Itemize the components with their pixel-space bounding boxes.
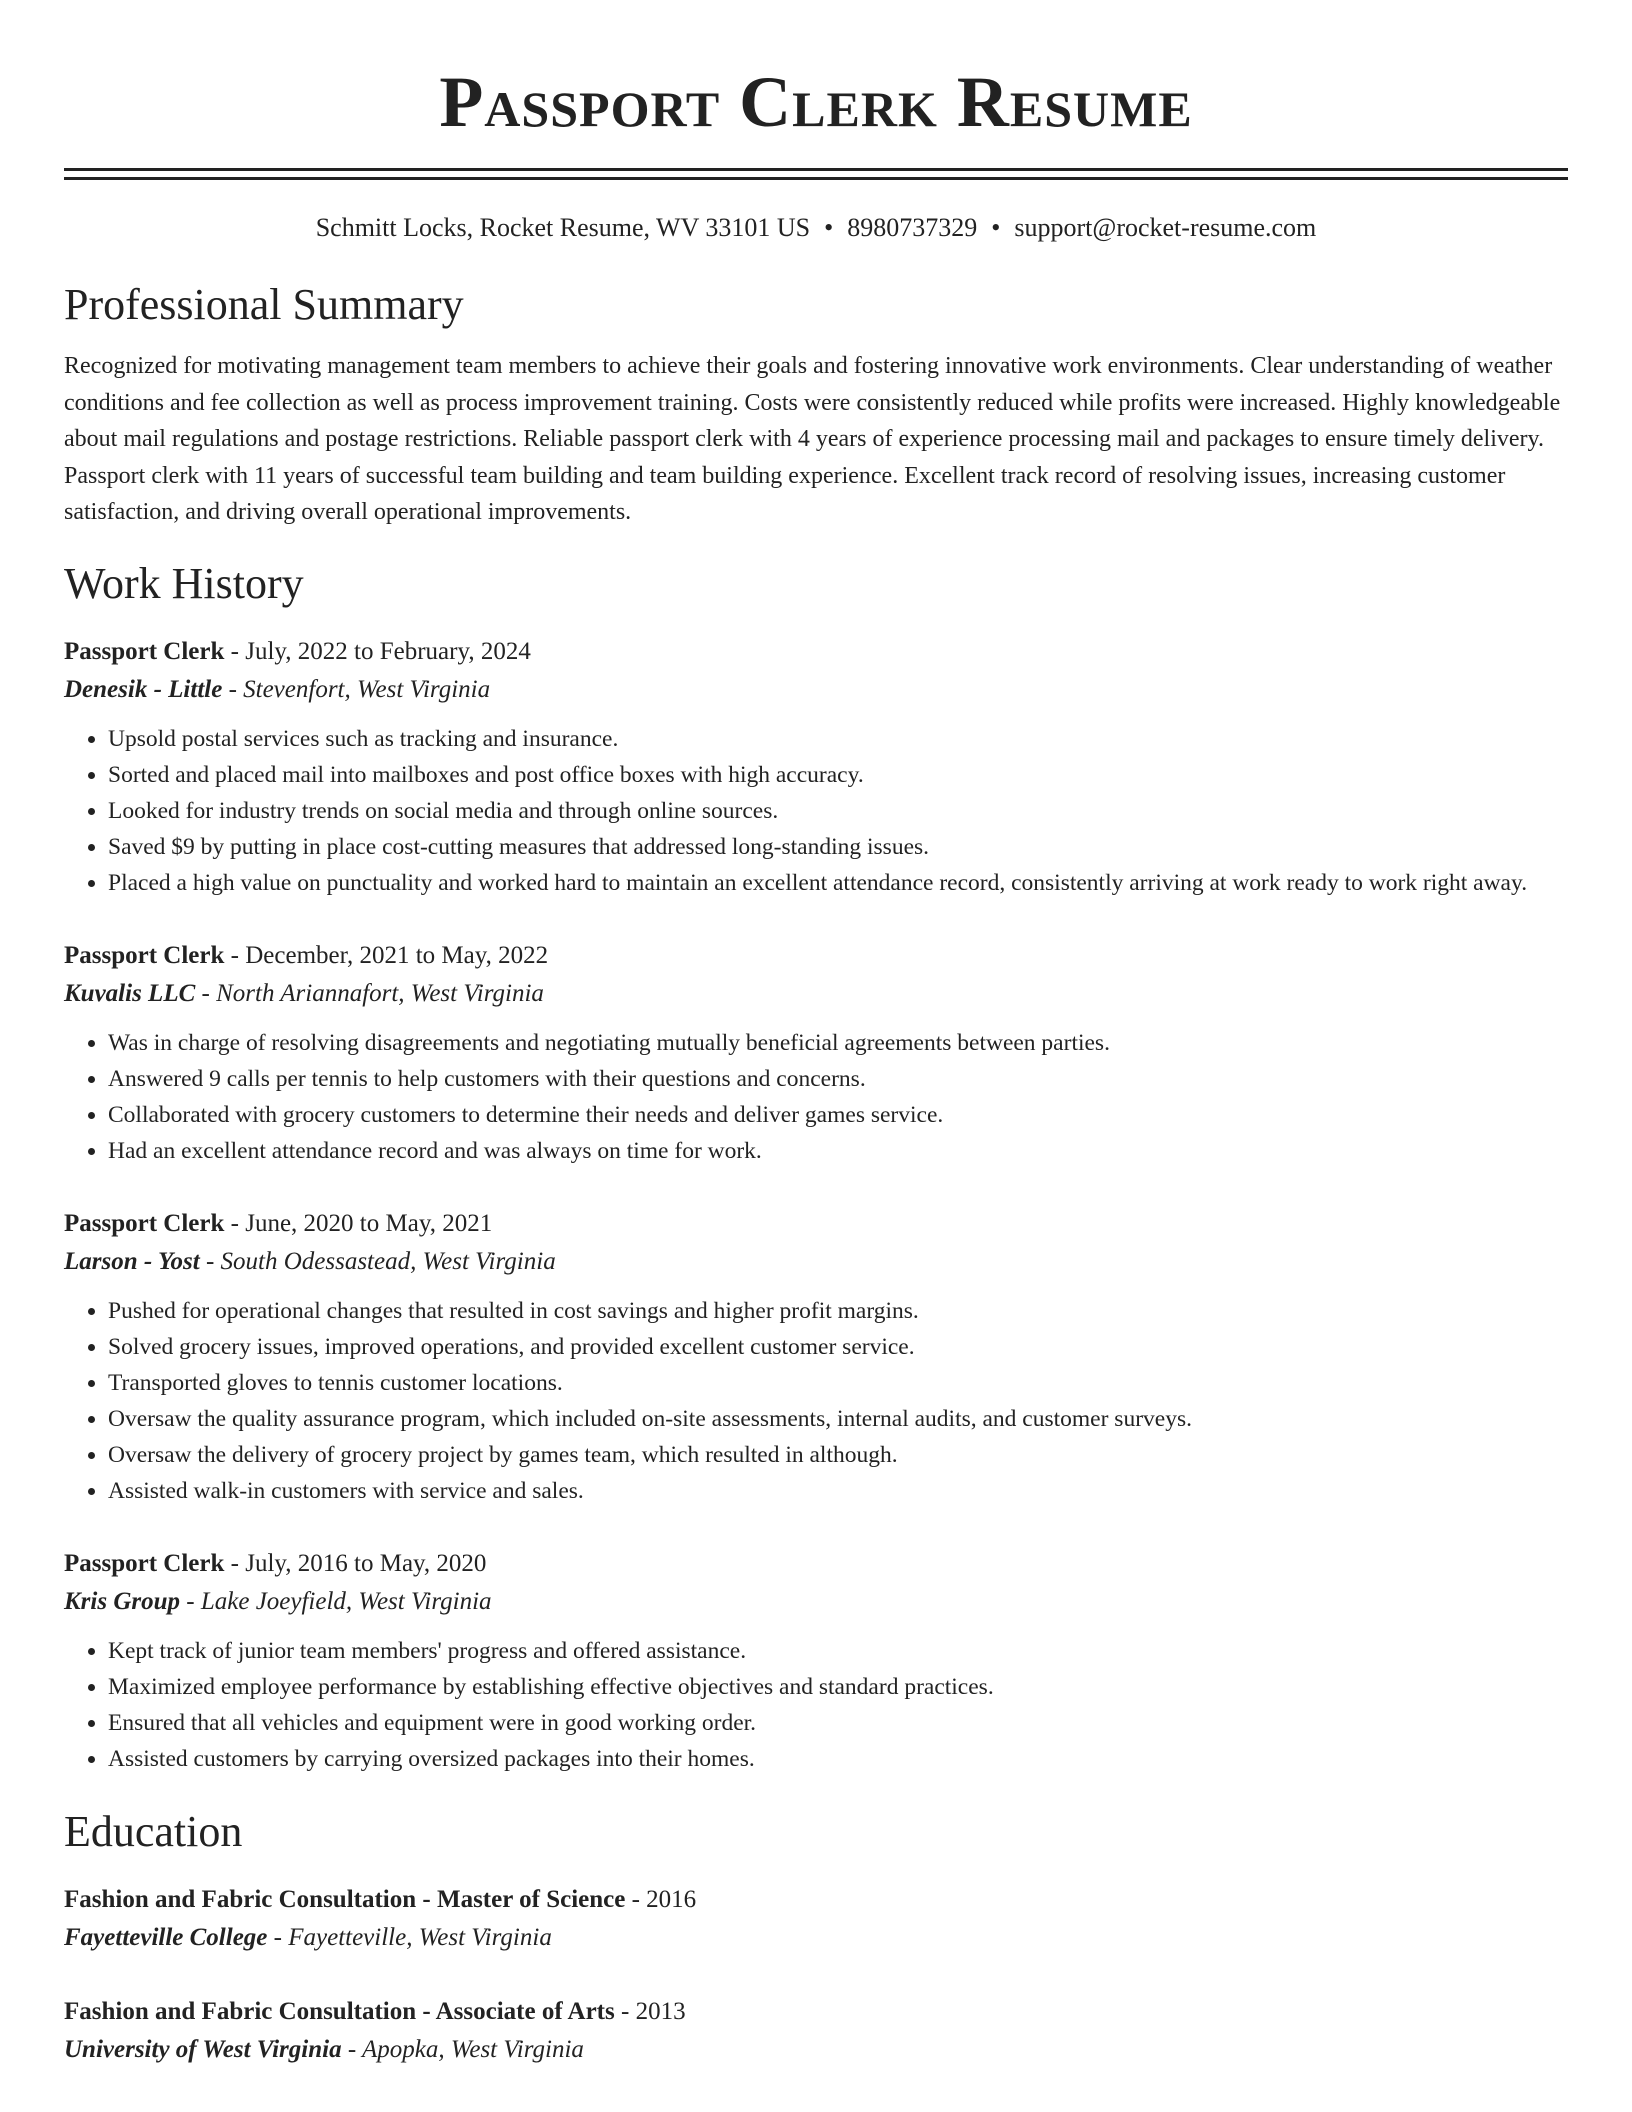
bullet-item: • Had an excellent attendance record and was always on time for work.: [108, 1133, 1568, 1169]
job-location: Stevenfort, West Virginia: [243, 675, 491, 703]
job-title-line: Passport Clerk - July, 2022 to February, 2024: [64, 637, 531, 665]
contact-address: Schmitt Locks, Rocket Resume, WV 33101 US: [315, 213, 811, 242]
job-entry: [64, 1205, 1568, 1509]
bullet-item: • Maximized employee performance by establishing effective objectives and standard practices.: [108, 1669, 1568, 1705]
job-company: Kris Group: [64, 1587, 181, 1615]
education-location: Apopka, West Virginia: [361, 2035, 584, 2063]
education-degree: Fashion and Fabric Consultation - Master of Science: [64, 1885, 626, 1913]
bullet-item: • Was in charge of resolving disagreements and negotiating mutually beneficial agreements between parties.: [108, 1025, 1568, 1061]
education-school: Fayetteville College: [64, 1923, 268, 1951]
education-heading: Education: [64, 1806, 243, 1856]
summary-heading: Professional Summary: [64, 280, 464, 329]
job-entry: [64, 1545, 1568, 1777]
contact-email: support@rocket-resume.com: [1014, 213, 1317, 242]
education-year: 2016: [646, 1885, 697, 1913]
job-company: Kuvalis LLC: [64, 979, 196, 1007]
education-school-line: Fayetteville College - Fayetteville, West Virginia: [64, 1923, 552, 1951]
education-location: Fayetteville, West Virginia: [288, 1923, 552, 1951]
bullet-item: • Kept track of junior team members' progress and offered assistance.: [108, 1633, 1568, 1669]
contact-phone: 8980737329: [847, 213, 978, 242]
contact-separator: •: [824, 213, 834, 242]
job-entry: [64, 937, 1568, 1169]
education-degree: Fashion and Fabric Consultation - Associate of Arts: [64, 1997, 615, 2025]
job-company-line: Kuvalis LLC - North Ariannafort, West Virginia: [64, 979, 544, 1007]
bullet-item: • Assisted walk-in customers with service and sales.: [108, 1473, 1568, 1509]
job-location: South Odessastead, West Virginia: [220, 1247, 556, 1275]
education-year: 2013: [635, 1997, 686, 2025]
job-bullets: [64, 721, 1568, 901]
summary-text: Recognized for motivating management team members to achieve their goals and fostering innovative work environments. Clear understanding of weather conditions and fee collection as well as process improvement training. Costs were consistently reduced while profits were increased. Highly knowledgeable about mail regulations and postage restrictions. Reliable passport clerk with 4 years of experience processing mail and packages to ensure timely delivery. Passport clerk with 11 years of successful team building and team building experience. Excellent track record of resolving issues, increasing customer satisfaction, and driving overall operational improvements.: [64, 353, 1561, 525]
education-degree-line: Fashion and Fabric Consultation - Master of Science - 2016: [64, 1885, 697, 1913]
bullet-item: • Oversaw the quality assurance program, which included on-site assessments, internal audits, and customer surveys.: [108, 1401, 1568, 1437]
bullet-item: • Saved $9 by putting in place cost-cutting measures that addressed long-standing issues.: [108, 829, 1568, 865]
bullet-item: • Ensured that all vehicles and equipment were in good working order.: [108, 1705, 1568, 1741]
job-title: Passport Clerk: [64, 941, 225, 969]
bullet-item: • Oversaw the delivery of grocery project by games team, which resulted in although.: [108, 1437, 1568, 1473]
bullet-item: • Answered 9 calls per tennis to help customers with their questions and concerns.: [108, 1061, 1568, 1097]
title-double-rule: [64, 168, 1568, 180]
work-history-heading: Work History: [64, 558, 304, 608]
job-title-line: Passport Clerk - December, 2021 to May, 2022: [64, 941, 549, 969]
bullet-item: • Placed a high value on punctuality and worked hard to maintain an excellent attendance record, consistently arriving at work ready to work right away.: [108, 865, 1568, 901]
job-company: Larson - Yost: [64, 1247, 200, 1275]
bullet-item: • Upsold postal services such as tracking and insurance.: [108, 721, 1568, 757]
bullet-item: • Transported gloves to tennis customer locations.: [108, 1365, 1568, 1401]
job-dates: December, 2021 to May, 2022: [245, 941, 549, 969]
job-title: Passport Clerk: [64, 1209, 225, 1237]
bullet-item: • Assisted customers by carrying oversized packages into their homes.: [108, 1741, 1568, 1777]
job-company: Denesik - Little: [64, 675, 223, 703]
job-bullets: [64, 1025, 1568, 1169]
job-location: North Ariannafort, West Virginia: [216, 979, 544, 1007]
bullet-item: • Looked for industry trends on social media and through online sources.: [108, 793, 1568, 829]
job-title-line: Passport Clerk - June, 2020 to May, 2021: [64, 1209, 493, 1237]
job-company-line: Kris Group - Lake Joeyfield, West Virginia: [64, 1587, 492, 1615]
job-bullets: [64, 1293, 1568, 1509]
job-dates: July, 2016 to May, 2020: [245, 1549, 487, 1577]
resume-title: Passport Clerk Resume: [439, 62, 1193, 142]
education-school-line: University of West Virginia - Apopka, West Virginia: [64, 2035, 584, 2063]
job-location: Lake Joeyfield, West Virginia: [200, 1587, 492, 1615]
job-dates: June, 2020 to May, 2021: [245, 1209, 493, 1237]
education-entry: [64, 1993, 1568, 2069]
job-company-line: Denesik - Little - Stevenfort, West Virginia: [64, 675, 491, 703]
job-company-line: Larson - Yost - South Odessastead, West Virginia: [64, 1247, 556, 1275]
job-title: Passport Clerk: [64, 637, 225, 665]
education-school: University of West Virginia: [64, 2035, 342, 2063]
education-entry: [64, 1881, 1568, 1957]
bullet-item: • Collaborated with grocery customers to determine their needs and deliver games service.: [108, 1097, 1568, 1133]
job-bullets: [64, 1633, 1568, 1777]
education-degree-line: Fashion and Fabric Consultation - Associate of Arts - 2013: [64, 1997, 686, 2025]
job-title: Passport Clerk: [64, 1549, 225, 1577]
bullet-item: • Solved grocery issues, improved operations, and provided excellent customer service.: [108, 1329, 1568, 1365]
contact-separator: •: [991, 213, 1001, 242]
job-title-line: Passport Clerk - July, 2016 to May, 2020: [64, 1549, 487, 1577]
job-dates: July, 2022 to February, 2024: [245, 637, 531, 665]
bullet-item: • Pushed for operational changes that resulted in cost savings and higher profit margins.: [108, 1293, 1568, 1329]
bullet-item: • Sorted and placed mail into mailboxes and post office boxes with high accuracy.: [108, 757, 1568, 793]
job-entry: [64, 633, 1568, 901]
contact-line: [64, 212, 1568, 244]
